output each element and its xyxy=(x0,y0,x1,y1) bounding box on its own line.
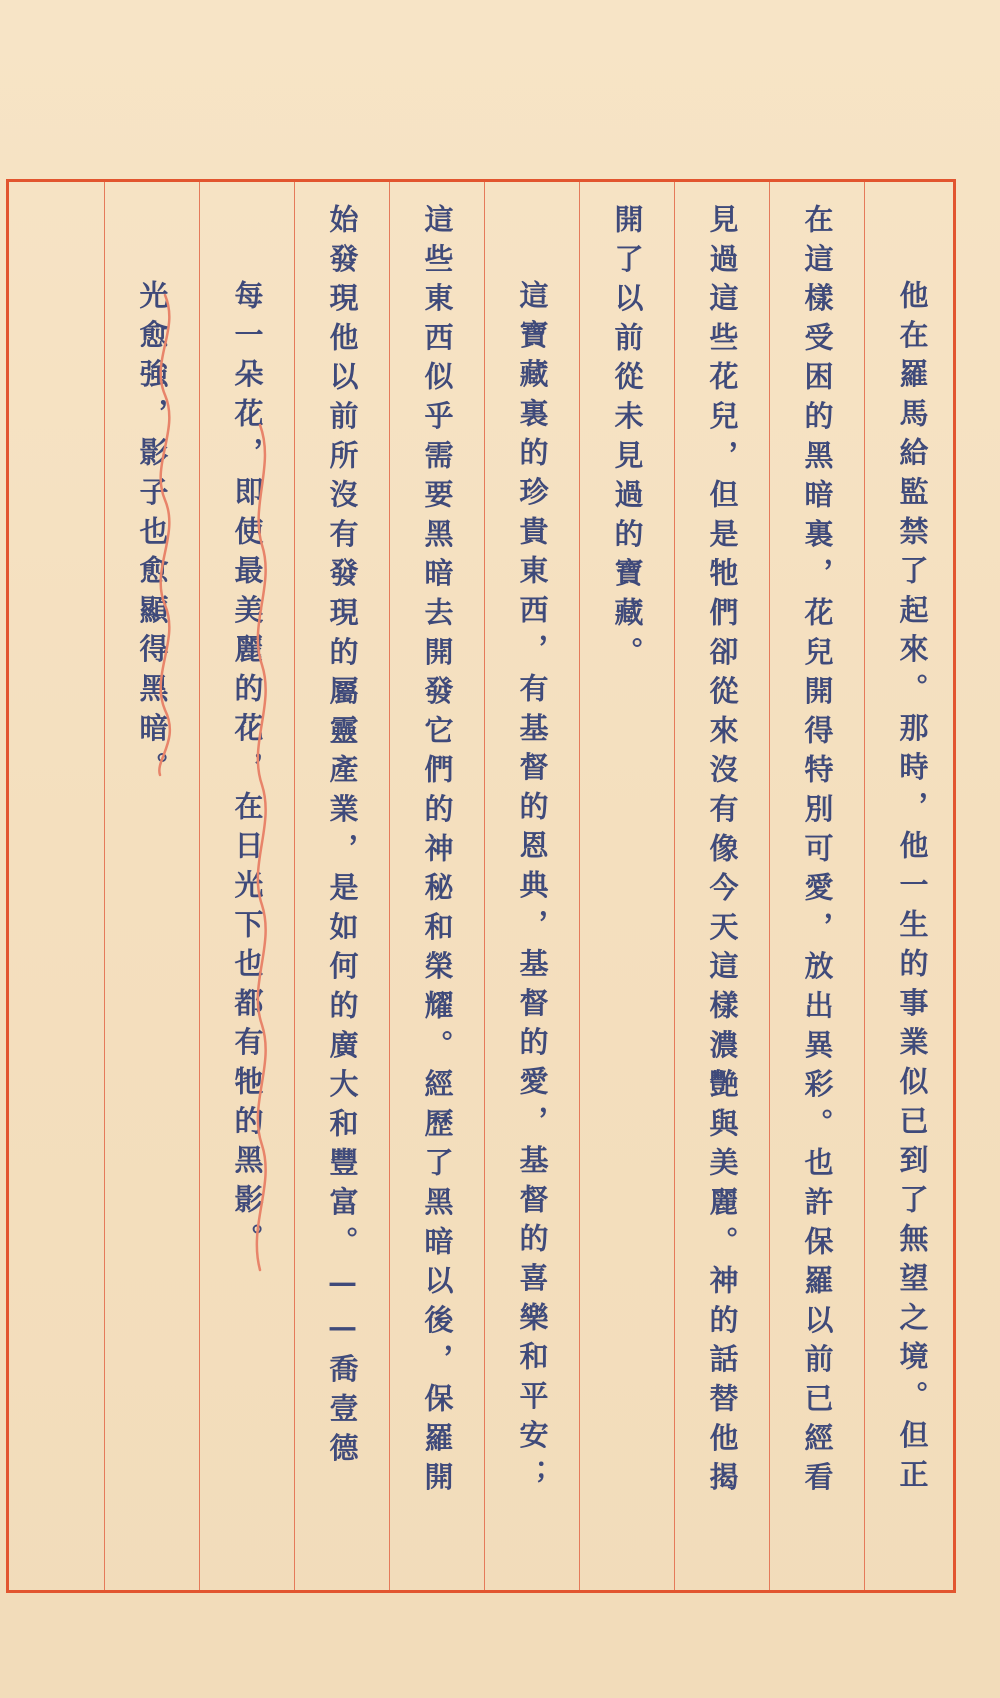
column-8 xyxy=(199,182,294,1590)
column-text-6: 這些東西似乎需要黑暗去開發它們的神秘和榮耀。經歷了黑暗以後，保羅開 xyxy=(420,204,455,1501)
column-5 xyxy=(484,182,579,1590)
column-6 xyxy=(389,182,484,1590)
column-10 xyxy=(9,182,104,1590)
column-9 xyxy=(104,182,199,1590)
column-4 xyxy=(579,182,674,1590)
column-text-5: 這寶藏裏的珍貴東西，有基督的恩典，基督的愛，基督的喜樂和平安； xyxy=(515,280,550,1499)
column-2 xyxy=(769,182,864,1590)
column-7 xyxy=(294,182,389,1590)
column-text-9: 光愈強，影子也愈顯得黑暗。 xyxy=(135,280,170,791)
column-text-7: 始發現他以前所沒有發現的屬靈產業，是如何的廣大和豐富。——喬壹德 xyxy=(325,204,360,1472)
column-text-8: 每一朵花，即使最美麗的花，在日光下也都有牠的黑影。 xyxy=(230,280,265,1263)
column-1 xyxy=(864,182,959,1590)
column-text-4: 開了以前從未見過的寶藏。 xyxy=(610,204,645,676)
manuscript-grid xyxy=(6,179,956,1593)
column-text-1: 他在羅馬給監禁了起來。那時，他一生的事業似已到了無望之境。但正 xyxy=(895,280,930,1499)
column-text-3: 見過這些花兒，但是牠們卻從來沒有像今天這樣濃艷與美麗。神的話替他揭 xyxy=(705,204,740,1501)
column-text-2: 在這樣受困的黑暗裏，花兒開得特別可愛，放出異彩。也許保羅以前已經看 xyxy=(800,204,835,1501)
column-3 xyxy=(674,182,769,1590)
